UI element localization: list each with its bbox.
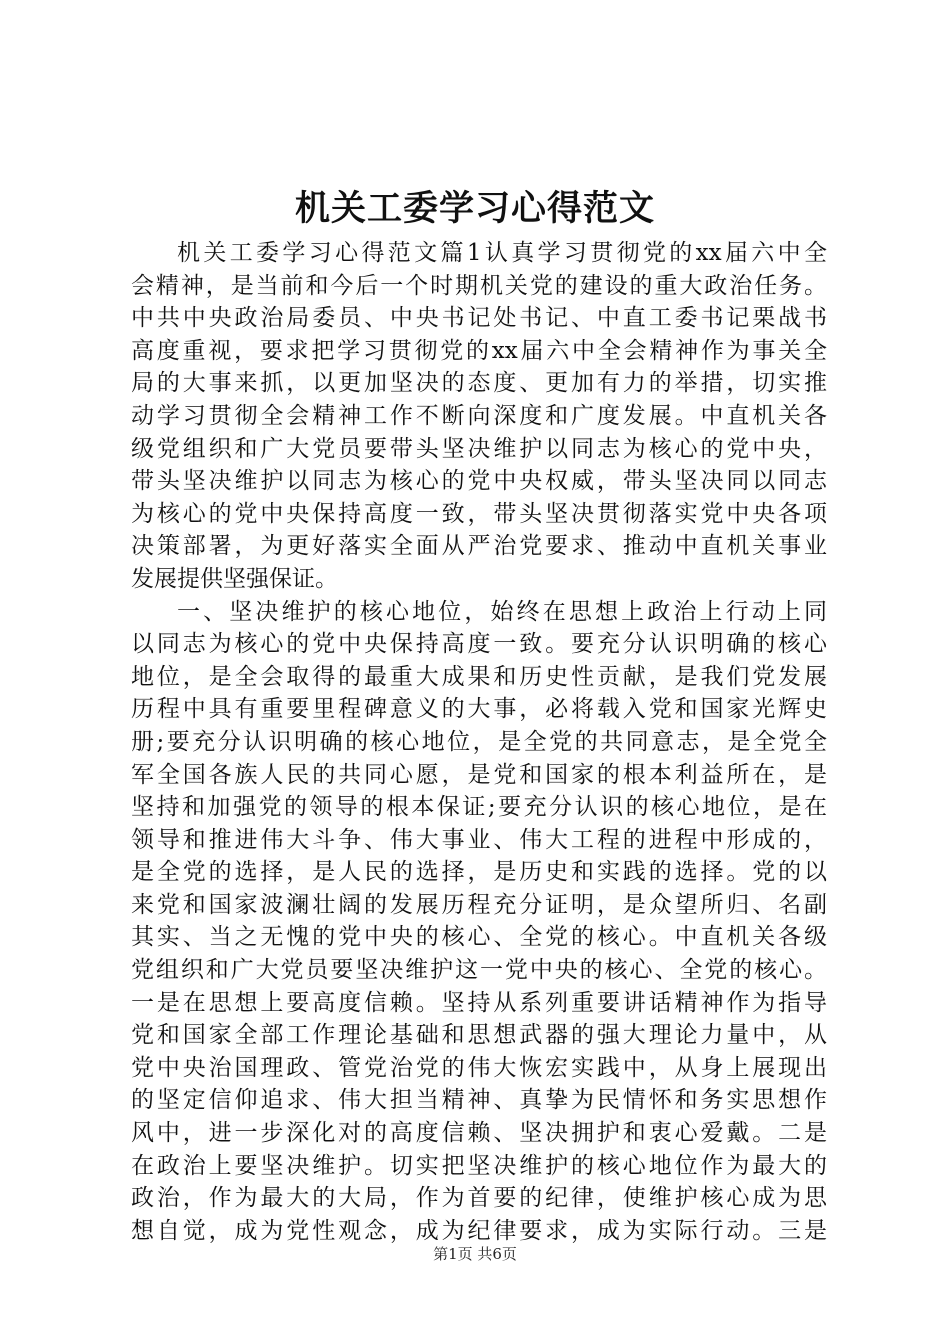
paragraph-line: 决策部署，为更好落实全面从严治党要求、推动中直机关事业 <box>131 533 827 560</box>
paragraph-line: 一是在思想上要高度信赖。坚持从系列重要讲话精神作为指导 <box>131 989 827 1016</box>
paragraph-line: 带头坚决维护以同志为核心的党中央权威，带头坚决同以同志 <box>131 468 827 495</box>
paragraph-line: 高度重视，要求把学习贯彻党的xx届六中全会精神作为事关全 <box>131 337 827 364</box>
paragraph-line: 机关工委学习心得范文篇1认真学习贯彻党的xx届六中全 <box>177 240 827 266</box>
paragraph-line: 动学习贯彻全会精神工作不断向深度和广度发展。中直机关各 <box>131 402 827 429</box>
paragraph-line: 为核心的党中央保持高度一致，带头坚决贯彻落实党中央各项 <box>131 500 827 527</box>
paragraph-line: 地位，是全会取得的最重大成果和历史性贡献，是我们党发展 <box>131 663 827 690</box>
paragraph-line: 坚持和加强党的领导的根本保证;要充分认识的核心地位，是在 <box>131 794 827 821</box>
paragraph-line: 以同志为核心的党中央保持高度一致。要充分认识明确的核心 <box>131 631 827 658</box>
document-title: 机关工委学习心得范文 <box>294 188 655 229</box>
paragraph-line: 局的大事来抓，以更加坚决的态度、更加有力的举措，切实推 <box>131 370 827 397</box>
paragraph-line: 党中央治国理政、管党治党的伟大恢宏实践中，从身上展现出 <box>131 1054 827 1081</box>
paragraph-line: 党和国家全部工作理论基础和思想武器的强大理论力量中，从 <box>131 1022 827 1049</box>
paragraph-line: 会精神，是当前和今后一个时期机关党的建设的重大政治任务。 <box>131 272 827 299</box>
paragraph-line: 党组织和广大党员要坚决维护这一党中央的核心、全党的核心。 <box>131 957 827 984</box>
paragraph-line: 一、坚决维护的核心地位，始终在思想上政治上行动上同 <box>177 598 827 625</box>
paragraph-line: 政治，作为最大的大局，作为首要的纪律，使维护核心成为思 <box>131 1185 827 1212</box>
paragraph-line: 级党组织和广大党员要带头坚决维护以同志为核心的党中央， <box>131 435 827 462</box>
paragraph-line: 领导和推进伟大斗争、伟大事业、伟大工程的进程中形成的， <box>131 826 827 853</box>
paragraph-line: 发展提供坚强保证。 <box>131 565 338 592</box>
paragraph-line: 其实、当之无愧的党中央的核心、全党的核心。中直机关各级 <box>131 924 827 951</box>
paragraph-line: 风中，进一步深化对的高度信赖、坚决拥护和衷心爱戴。二是 <box>131 1120 827 1147</box>
page-number-footer: 第1页 共6页 <box>433 1245 517 1263</box>
paragraph-line: 来党和国家波澜壮阔的发展历程充分证明，是众望所归、名副 <box>131 891 827 918</box>
paragraph-line: 的坚定信仰追求、伟大担当精神、真挚为民情怀和务实思想作 <box>131 1087 827 1114</box>
paragraph-line: 在政治上要坚决维护。切实把坚决维护的核心地位作为最大的 <box>131 1152 827 1179</box>
paragraph-line: 军全国各族人民的共同心愿，是党和国家的根本利益所在，是 <box>131 761 827 788</box>
document-body <box>131 237 827 1247</box>
paragraph-line: 中共中央政治局委员、中央书记处书记、中直工委书记栗战书 <box>131 305 827 332</box>
paragraph-line: 想自觉，成为党性观念，成为纪律要求，成为实际行动。三是 <box>131 1217 827 1244</box>
paragraph-line: 历程中具有重要里程碑意义的大事，必将载入党和国家光辉史 <box>131 696 827 723</box>
paragraph-line: 册;要充分认识明确的核心地位，是全党的共同意志，是全党全 <box>131 728 827 755</box>
paragraph-line: 是全党的选择，是人民的选择，是历史和实践的选择。党的以 <box>131 859 827 886</box>
